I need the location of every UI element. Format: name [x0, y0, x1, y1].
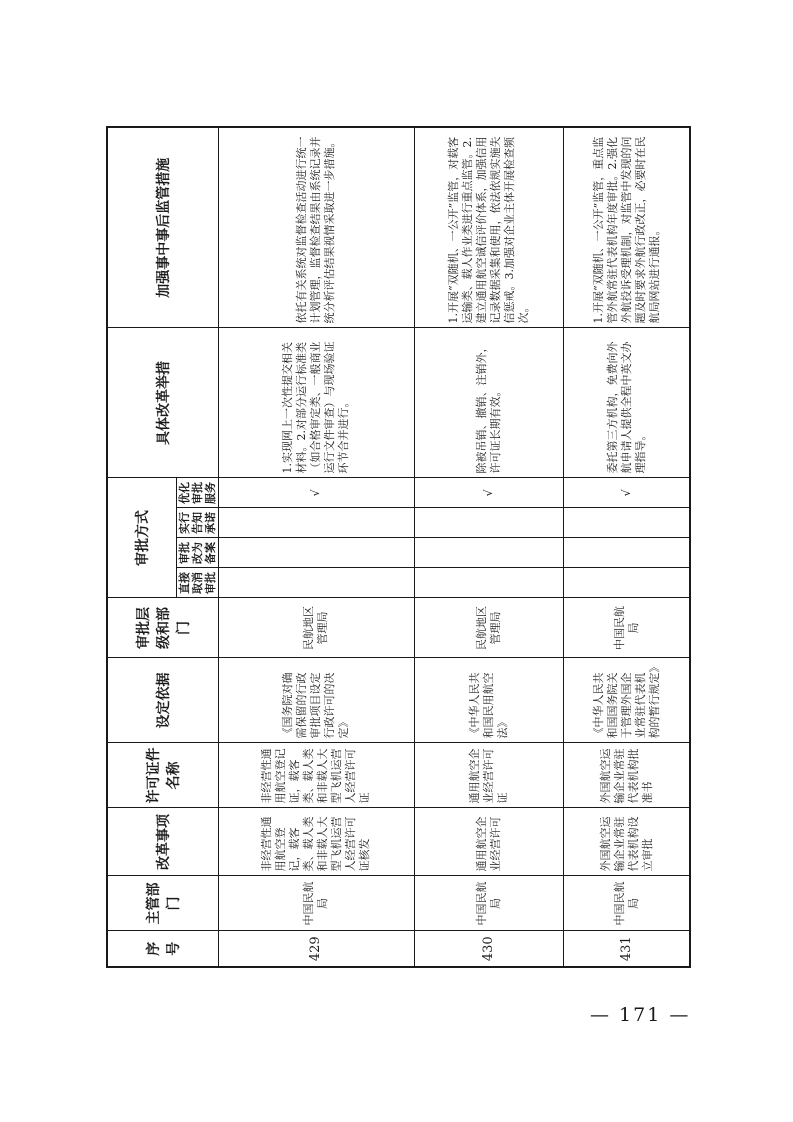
cell-m2	[414, 538, 563, 568]
rotated-table-wrapper	[106, 128, 691, 968]
header-m1: 直接取消审批	[177, 568, 219, 598]
cell-measures: 除被吊销、撤销、注销外，许可证长期有效。	[414, 328, 563, 478]
cell-basis: 《中华人民共和国国务院关于管理外国企业常驻代表机构的暂行规定》	[564, 658, 690, 743]
cell-m4-check: √	[414, 478, 563, 508]
cell-m4-check: √	[564, 478, 690, 508]
cell-supervision: 依托有关系统对监督检查活动进行统一计划管理，监督检查结果由系统记录并统分析评估结果视情采取进一步措施。	[219, 127, 415, 328]
cell-level: 民航地区管理局	[414, 598, 563, 658]
cell-license: 通用航空企业经营许可证	[414, 743, 563, 808]
cell-basis: 《国务院对确需保留的行政审批项目设定行政许可的决定》	[219, 658, 415, 743]
page-number: — 171 —	[590, 1004, 691, 1026]
cell-license: 非经营性通用航空登记证，载客类、载人类和非载人大型飞机运营人经营许可证	[219, 743, 415, 808]
cell-level: 中国民航局	[564, 598, 690, 658]
header-license: 许可证件名称	[107, 743, 219, 808]
cell-m1	[219, 568, 415, 598]
cell-seq: 431	[564, 931, 690, 967]
cell-basis: 《中华人民共和国民用航空法》	[414, 658, 563, 743]
cell-m1	[414, 568, 563, 598]
cell-m3	[564, 508, 690, 538]
cell-supervision: 1.开展“双随机、一公开”监管，重点监管外航常驻代表机构年度审批。2.强化外航投诉受理机制，对监管中发现的问题及时要求外航行政改正，必要时在民航局网站进行通报。	[564, 127, 690, 328]
header-basis: 设定依据	[107, 658, 219, 743]
cell-measures: 1.实现网上一次性提交相关材料。2.对部分运行标准类（如合格审定类、一般商业运行文件审查）与现场验证环节合并进行。	[219, 328, 415, 478]
header-level: 审批层级和部门	[107, 598, 219, 658]
cell-seq: 429	[219, 931, 415, 967]
header-m3: 实行告知承诺	[177, 508, 219, 538]
header-m4: 优化审批服务	[177, 478, 219, 508]
header-item: 改革事项	[107, 808, 219, 876]
cell-m4-check: √	[219, 478, 415, 508]
header-measures: 具体改革举措	[107, 328, 219, 478]
approval-reform-table	[106, 126, 691, 968]
cell-license: 外国航空运输企业常驻代表机构批准书	[564, 743, 690, 808]
header-method: 审批方式	[107, 478, 177, 598]
cell-supervision: 1.开展“双随机、一公开”监管，对载客运输类、载人作业类进行重点监管。2.建立通用航空诚信评价体系，加强信用记录数据采集和使用，依法依规实施失信惩戒。3.加强对企业主体开展检查频次。	[414, 127, 563, 328]
cell-item: 非经营性通用航空登记，载客类、载人类和非载人大型飞机运营人经营许可证核发	[219, 808, 415, 876]
header-dept: 主管部门	[107, 876, 219, 931]
table-row	[564, 127, 690, 967]
cell-m2	[219, 538, 415, 568]
cell-m3	[219, 508, 415, 538]
table-row	[414, 127, 563, 967]
header-seq: 序号	[107, 931, 219, 967]
cell-measures: 委托第三方机构，免费向外航申请人提供全程中英文办理指导。	[564, 328, 690, 478]
header-row	[107, 127, 177, 967]
cell-item: 通用航空企业经营许可	[414, 808, 563, 876]
cell-item: 外国航空运输企业常驻代表机构设立审批	[564, 808, 690, 876]
table-row	[219, 127, 415, 967]
header-supervision: 加强事中事后监管措施	[107, 127, 219, 328]
cell-m1	[564, 568, 690, 598]
cell-seq: 430	[414, 931, 563, 967]
cell-dept: 中国民航局	[564, 876, 690, 931]
cell-dept: 中国民航局	[219, 876, 415, 931]
cell-dept: 中国民航局	[414, 876, 563, 931]
cell-m2	[564, 538, 690, 568]
cell-m3	[414, 508, 563, 538]
cell-level: 民航地区管理局	[219, 598, 415, 658]
header-m2: 审批改为备案	[177, 538, 219, 568]
